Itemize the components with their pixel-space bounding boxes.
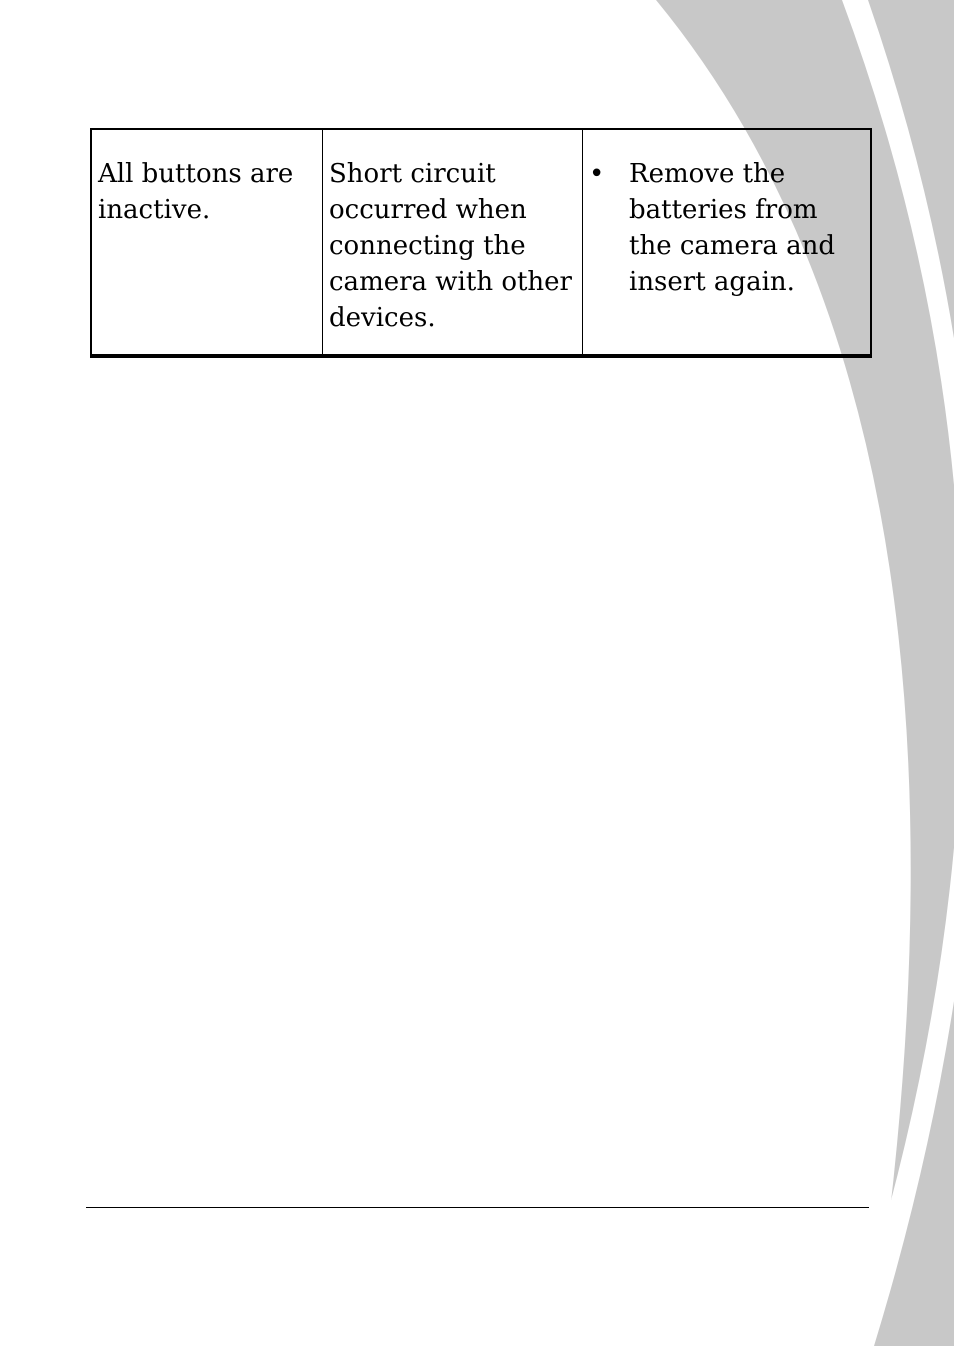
problem-text: All buttons are inactive. — [98, 159, 294, 225]
footer-divider — [86, 1207, 869, 1208]
bullet-icon: • — [589, 159, 605, 189]
cause-cell — [323, 130, 583, 354]
troubleshooting-table — [90, 128, 872, 358]
problem-cell — [92, 130, 323, 354]
solution-text: Remove the batteries from the camera and insert again. — [629, 159, 836, 297]
cause-text: Short circuit occurred when connecting the camera with other devices. — [329, 159, 572, 333]
solution-cell — [583, 130, 870, 354]
